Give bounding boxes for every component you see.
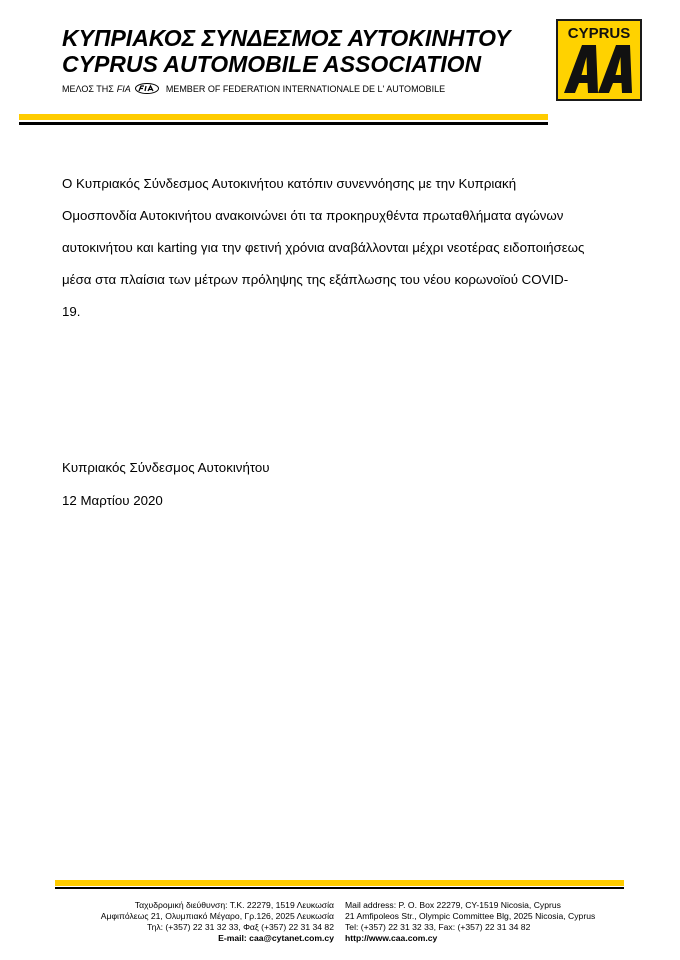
logo-text: CYPRUS [567,25,631,42]
footer-email[interactable]: E-mail: caa@cytanet.com.cy [218,933,334,943]
signature-date: 12 Μαρτίου 2020 [62,493,163,508]
body-line: 19. [62,304,81,319]
body-line: αυτοκινήτου και karting για την φετινή χρόνια αναβάλλονται μέχρι νεοτέρας ειδοποιήσεως [62,240,585,255]
body-line: Ο Κυπριακός Σύνδεσμος Αυτοκινήτου κατόπιν συνεννόησης με την Κυπριακή [62,176,517,191]
footer-yellow-rule [55,880,624,886]
footer-english-address [345,900,595,944]
header-black-rule [19,122,548,125]
footer-line: Tel: (+357) 22 31 32 33, Fax: (+357) 22 31 34 82 [345,922,531,932]
member-suffix: MEMBER OF FEDERATION INTERNATIONALE DE L' AUTOMOBILE [165,83,446,94]
body-line: Ομοσπονδία Αυτοκινήτου ανακοινώνει ότι τα προκηρυχθέντα πρωταθλήματα αγώνων [62,208,564,223]
footer-line: Mail address: P. O. Box 22279, CY-1519 Nicosia, Cyprus [345,900,561,910]
title-english: CYPRUS AUTOMOBILE ASSOCIATION [62,51,482,77]
footer-website-link[interactable]: http://www.caa.com.cy [345,933,438,943]
footer-greek-address [101,900,334,944]
aa-logo-icon [556,19,642,101]
footer-black-rule [55,887,624,889]
header-yellow-rule [19,114,548,120]
member-fia: FIA [116,83,131,94]
title-greek: ΚΥΠΡΙΑΚΟΣ ΣΥΝΔΕΣΜΟΣ ΑΥΤΟΚΙΝΗΤΟΥ [62,25,511,51]
footer-line: Τηλ: (+357) 22 31 32 33, Φαξ (+357) 22 31 34 82 [146,922,334,932]
body-line: μέσα στα πλαίσια των μέτρων πρόληψης της εξάπλωσης του νέου κορωνοϊού COVID- [62,272,569,287]
fia-logo-icon [135,83,159,94]
announcement-body [62,168,622,328]
signature-name: Κυπριακός Σύνδεσμος Αυτοκινήτου [62,460,270,475]
footer-line: Αμφιπόλεως 21, Ολυμπιακό Μέγαρο, Γρ.126, 2025 Λευκωσία [100,911,334,921]
member-prefix: ΜΕΛΟΣ ΤΗΣ [62,83,114,94]
membership-line [62,83,445,94]
footer-line: Ταχυδρομική διεύθυνση: Τ.Κ. 22279, 1519 Λευκωσία [134,900,334,910]
footer-line: 21 Amfipoleos Str., Olympic Committee Blg, 2025 Nicosia, Cyprus [345,911,596,921]
